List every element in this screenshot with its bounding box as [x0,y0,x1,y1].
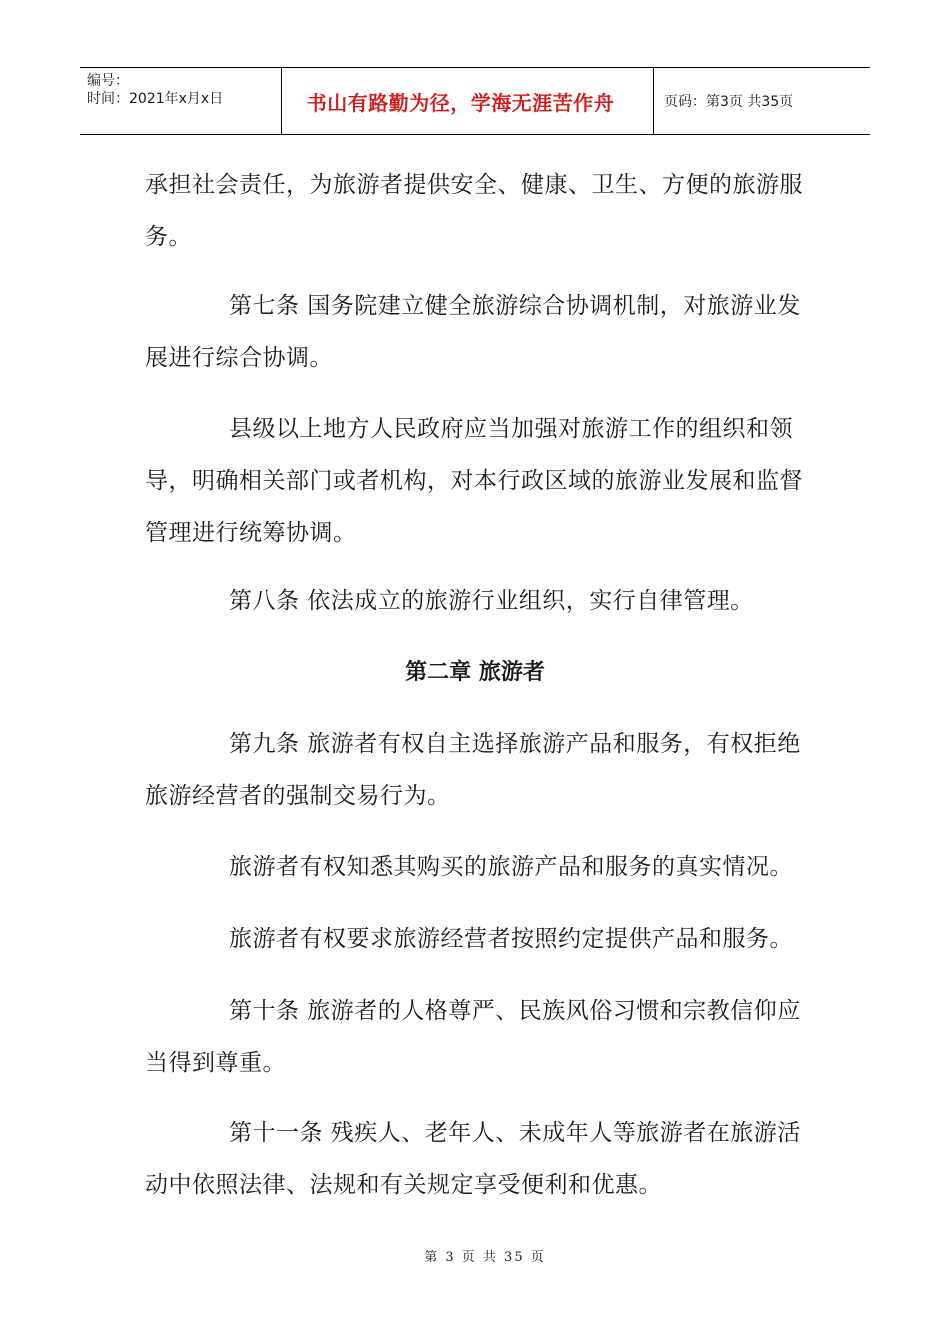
paragraph-article-9-clause-2: 旅游者有权知悉其购买的旅游产品和服务的真实情况。 [229,854,793,880]
header-meta-cell [80,68,282,134]
paragraph-article-9-clause-3: 旅游者有权要求旅游经营者按照约定提供产品和服务。 [229,926,793,952]
paragraph-article-10: 第十条 旅游者的人格尊严、民族风俗习惯和宗教信仰应当得到尊重。 [145,998,801,1076]
paragraph-continuation: 承担社会责任，为旅游者提供安全、健康、卫生、方便的旅游服务。 [145,172,803,250]
paragraph-article-8: 第八条 依法成立的旅游行业组织，实行自律管理。 [229,588,754,614]
chapter-heading: 第二章 旅游者 [405,660,545,685]
paragraph-article-7: 第七条 国务院建立健全旅游综合协调机制，对旅游业发展进行综合协调。 [145,293,801,371]
header-page-cell [654,68,870,134]
paragraph-article-11: 第十一条 残疾人、老年人、未成年人等旅游者在旅游活动中依照法律、法规和有关规定享受便利和优惠。 [145,1120,801,1198]
page-info: 页码：第3页 共35页 [664,94,794,110]
paragraph-article-9: 第九条 旅游者有权自主选择旅游产品和服务，有权拒绝旅游经营者的强制交易行为。 [145,731,801,809]
motto-text: 书山有路勤为径，学海无涯苦作舟 [306,90,615,115]
date-line: 时间：2021年x月x日 [87,91,224,107]
document-header [80,67,870,135]
paragraph-article-7-clause-2: 县级以上地方人民政府应当加强对旅游工作的组织和领导，明确相关部门或者机构，对本行政区域的旅游业发展和监督管理进行统筹协调。 [145,416,803,546]
page-footer: 第 3 页 共 35 页 [424,1250,546,1265]
header-motto-cell [282,68,654,134]
serial-number-label: 编号： [87,73,129,89]
